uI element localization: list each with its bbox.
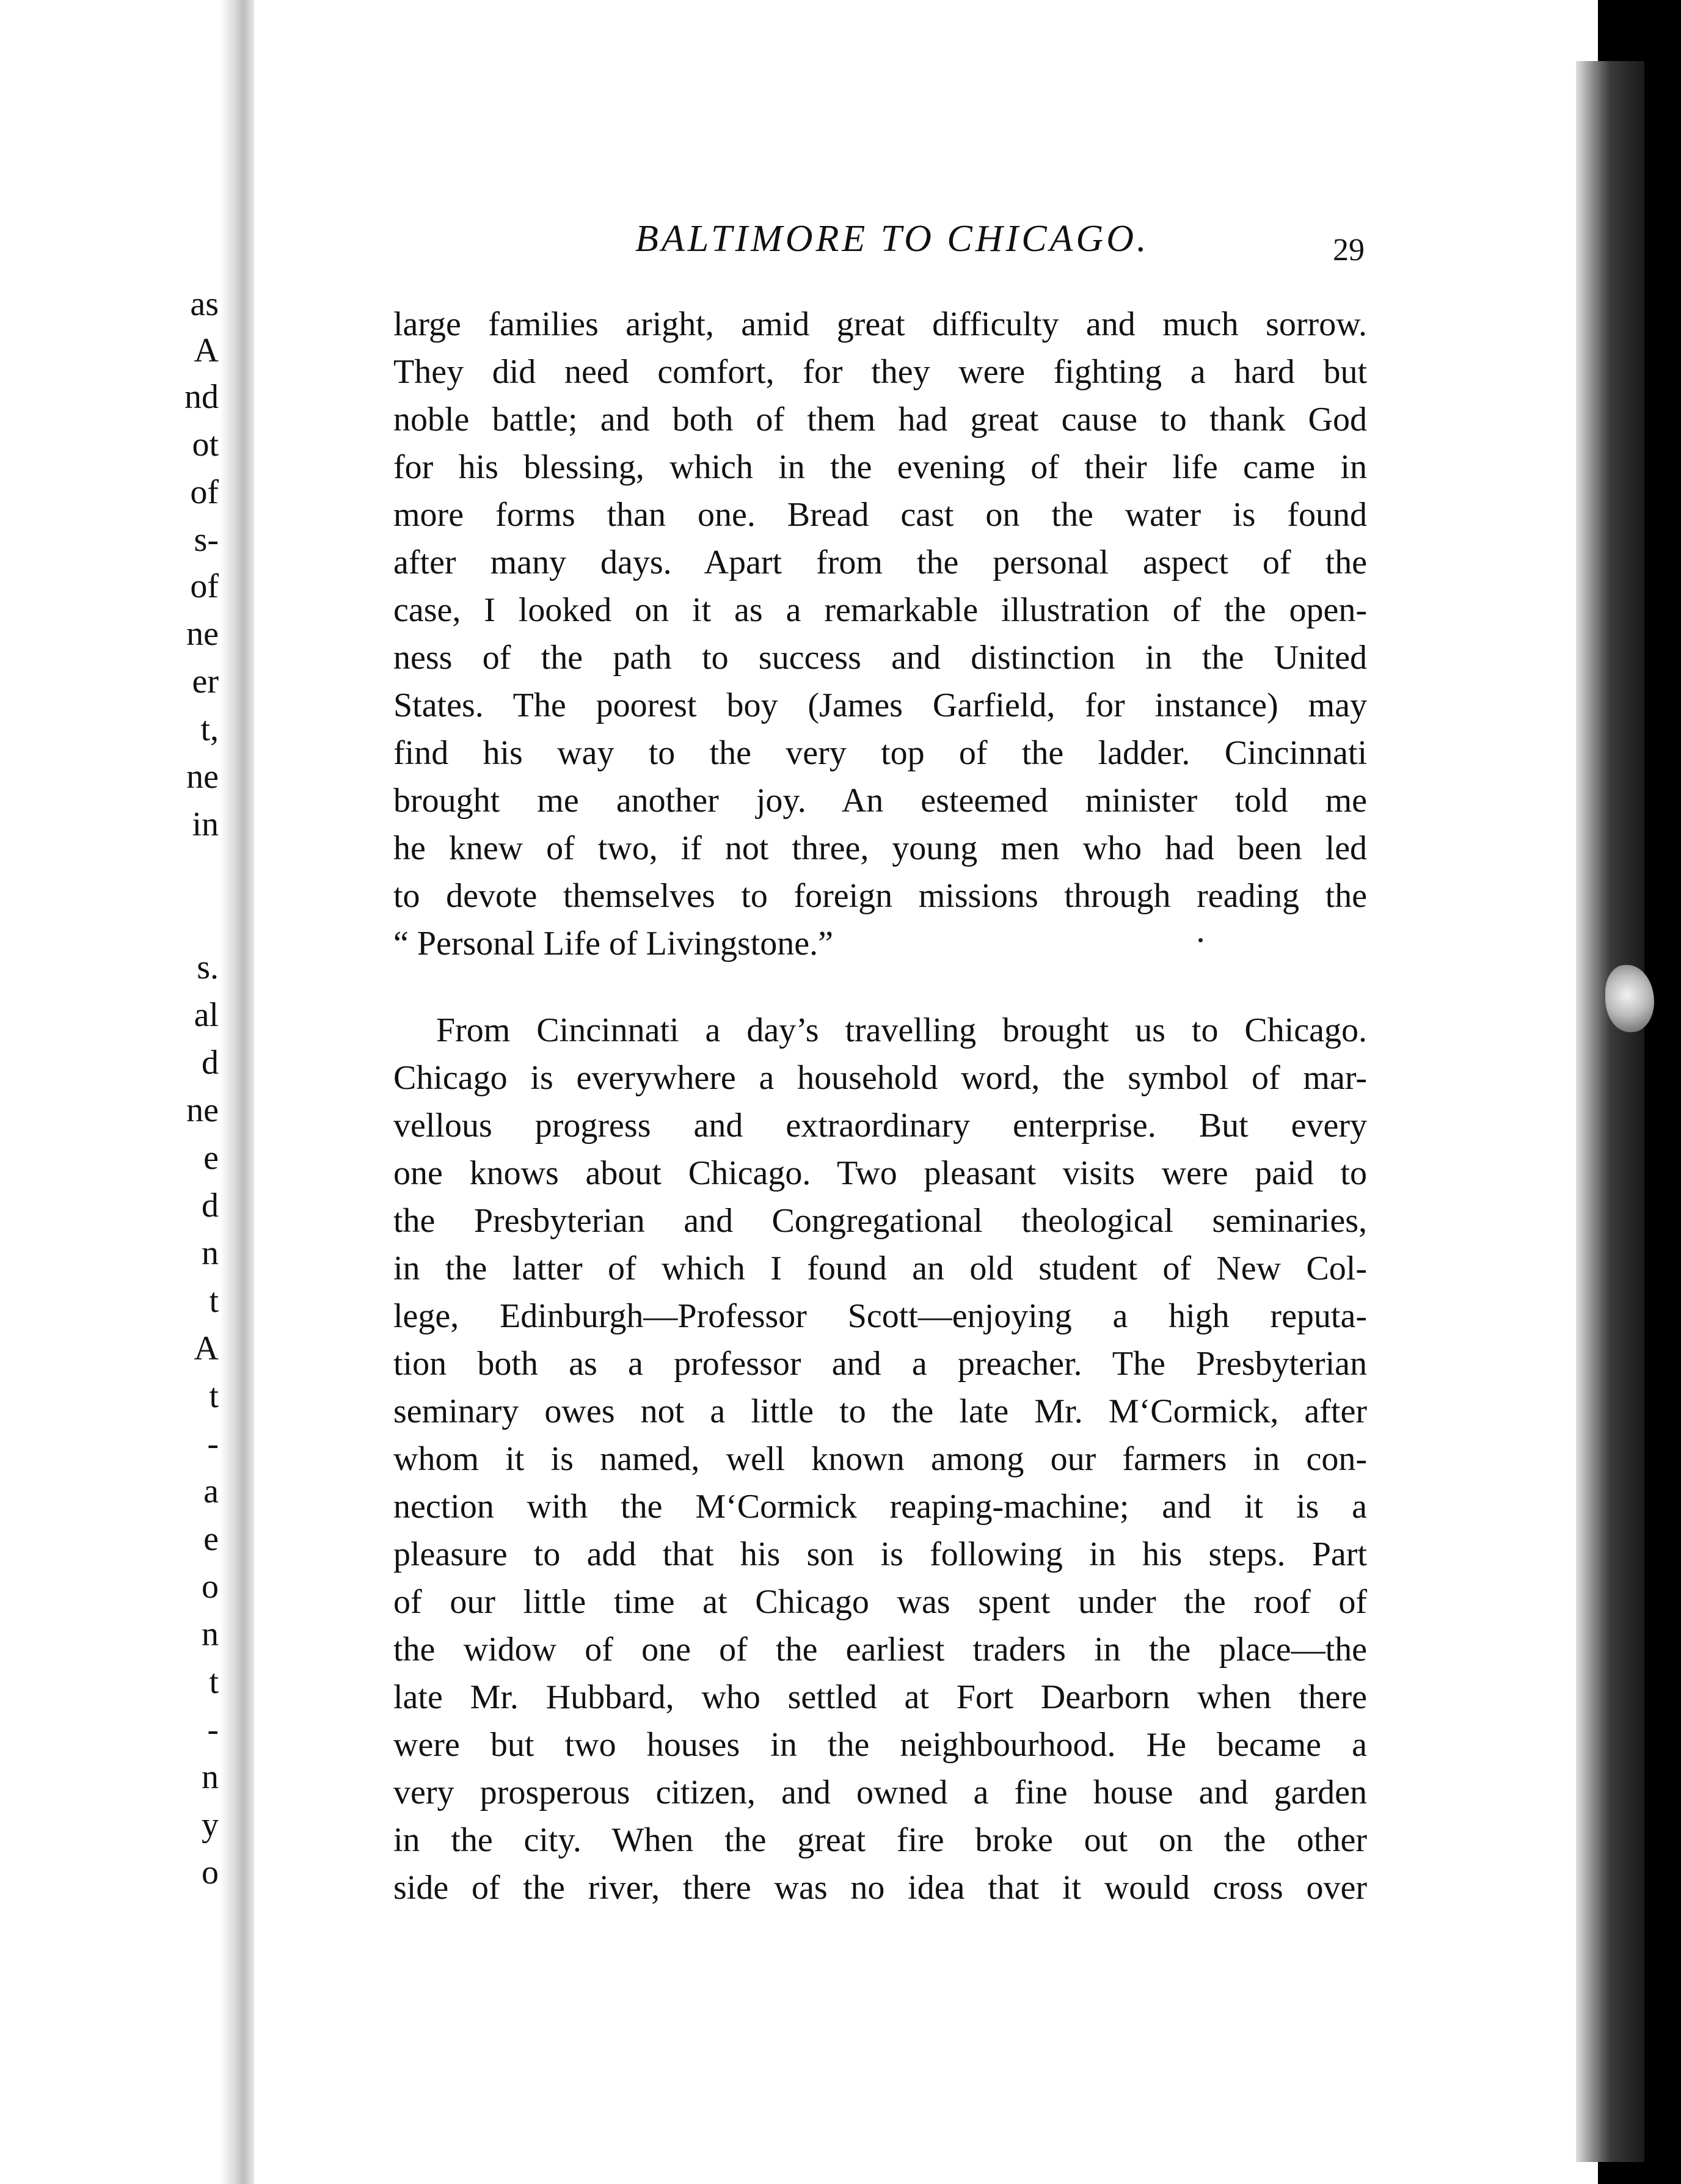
left-page-text-fragment: n [202,1758,219,1796]
left-page-text-fragment: ne [186,758,219,796]
left-page-text-fragment: t, [200,710,219,748]
text-line: ness of the path to success and distinction in the United [393,639,1367,677]
text-line: large families aright, amid great difficulty and much sorrow. [393,305,1367,343]
text-line: the widow of one of the earliest traders in the place—the [393,1631,1367,1669]
left-page-text-fragment: ne [186,1091,219,1129]
text-line: one knows about Chicago. Two pleasant visits were paid to [393,1154,1367,1192]
left-page-text-fragment: - [207,1711,219,1749]
page-number: 29 [1333,233,1365,268]
text-line: were but two houses in the neighbourhood. He became a [393,1726,1367,1764]
left-page-text-fragment: e [203,1520,219,1558]
left-page-text-fragment: of [190,473,219,511]
text-line: more forms than one. Bread cast on the water is found [393,496,1367,534]
left-page-text-fragment: a [203,1472,219,1510]
running-head: BALTIMORE TO CHICAGO. [635,218,1150,260]
left-page-text-fragment: in [192,806,219,843]
text-line: late Mr. Hubbard, who settled at Fort Dearborn when there [393,1678,1367,1716]
left-page-text-fragment: d [202,1044,219,1082]
text-line: in the latter of which I found an old student of New Col- [393,1250,1367,1287]
left-page-text-fragment: t [209,1663,219,1701]
left-page-text-fragment: as [190,285,219,323]
left-page-text-fragment: n [202,1234,219,1272]
left-page-text-fragment: ne [186,615,219,653]
left-page-text-fragment: al [194,996,219,1034]
left-page-text-fragment: n [202,1615,219,1653]
text-line: They did need comfort, for they were fighting a hard but [393,353,1367,391]
text-line: he knew of two, if not three, young men who had been led [393,829,1367,867]
text-line: very prosperous citizen, and owned a fine house and garden [393,1774,1367,1811]
text-line: vellous progress and extraordinary enterprise. But every [393,1107,1367,1145]
left-page-text-fragment: d [202,1187,219,1225]
left-page-text-fragment: nd [184,378,219,416]
text-line: whom it is named, well known among our farmers in con- [393,1440,1367,1478]
left-page-text-fragment: A [194,1330,219,1367]
book-page-edge [1576,61,1644,2162]
stray-ink-mark [1198,938,1203,942]
left-page-text-fragment: o [202,1854,219,1891]
text-line: From Cincinnati a day’s travelling brought us to Chicago. [436,1011,1367,1049]
text-line: nection with the M‘Cormick reaping-machine; and it is a [393,1488,1367,1526]
text-line: the Presbyterian and Congregational theological seminaries, [393,1202,1367,1240]
left-page-text-fragment: t [209,1377,219,1415]
text-line: pleasure to add that his son is following in his steps. Part [393,1535,1367,1573]
text-line: seminary owes not a little to the late Mr. M‘Cormick, after [393,1392,1367,1430]
left-page-text-fragment: t [209,1282,219,1320]
edge-damage-mark [1605,965,1654,1032]
left-page-text-fragment: A [194,332,219,369]
text-line: to devote themselves to foreign missions through reading the [393,877,1367,915]
left-page-text-fragment: - [207,1425,219,1463]
text-line: Chicago is everywhere a household word, the symbol of mar- [393,1059,1367,1097]
left-page-text-fragment: o [202,1568,219,1606]
text-line: lege, Edinburgh—Professor Scott—enjoying a high reputa- [393,1297,1367,1335]
text-line: after many days. Apart from the personal aspect of the [393,544,1367,581]
left-page-text-fragment: of [190,567,219,605]
left-page-text-fragment: er [192,663,219,701]
left-page-text-fragment: e [203,1139,219,1177]
text-line: tion both as a professor and a preacher. The Presbyterian [393,1345,1367,1383]
left-page-text-fragment: ot [192,426,219,464]
text-line: find his way to the very top of the ladder. Cincinnati [393,734,1367,772]
text-line: brought me another joy. An esteemed minister told me [393,782,1367,820]
text-line: “ Personal Life of Livingstone.” [393,925,834,963]
left-page-text-fragment: y [202,1806,219,1844]
text-line: noble battle; and both of them had great cause to thank God [393,401,1367,439]
text-line: side of the river, there was no idea that it would cross over [393,1869,1367,1907]
text-line: States. The poorest boy (James Garfield, for instance) may [393,686,1367,724]
text-line: case, I looked on it as a remarkable illustration of the open- [393,591,1367,629]
text-line: in the city. When the great fire broke out on the other [393,1821,1367,1859]
left-page-text-fragment: s. [197,948,219,986]
left-page-text-fragment: s- [194,521,219,559]
text-line: for his blessing, which in the evening of their life came in [393,448,1367,486]
text-line: of our little time at Chicago was spent under the roof of [393,1583,1367,1621]
left-facing-page [0,0,227,2184]
